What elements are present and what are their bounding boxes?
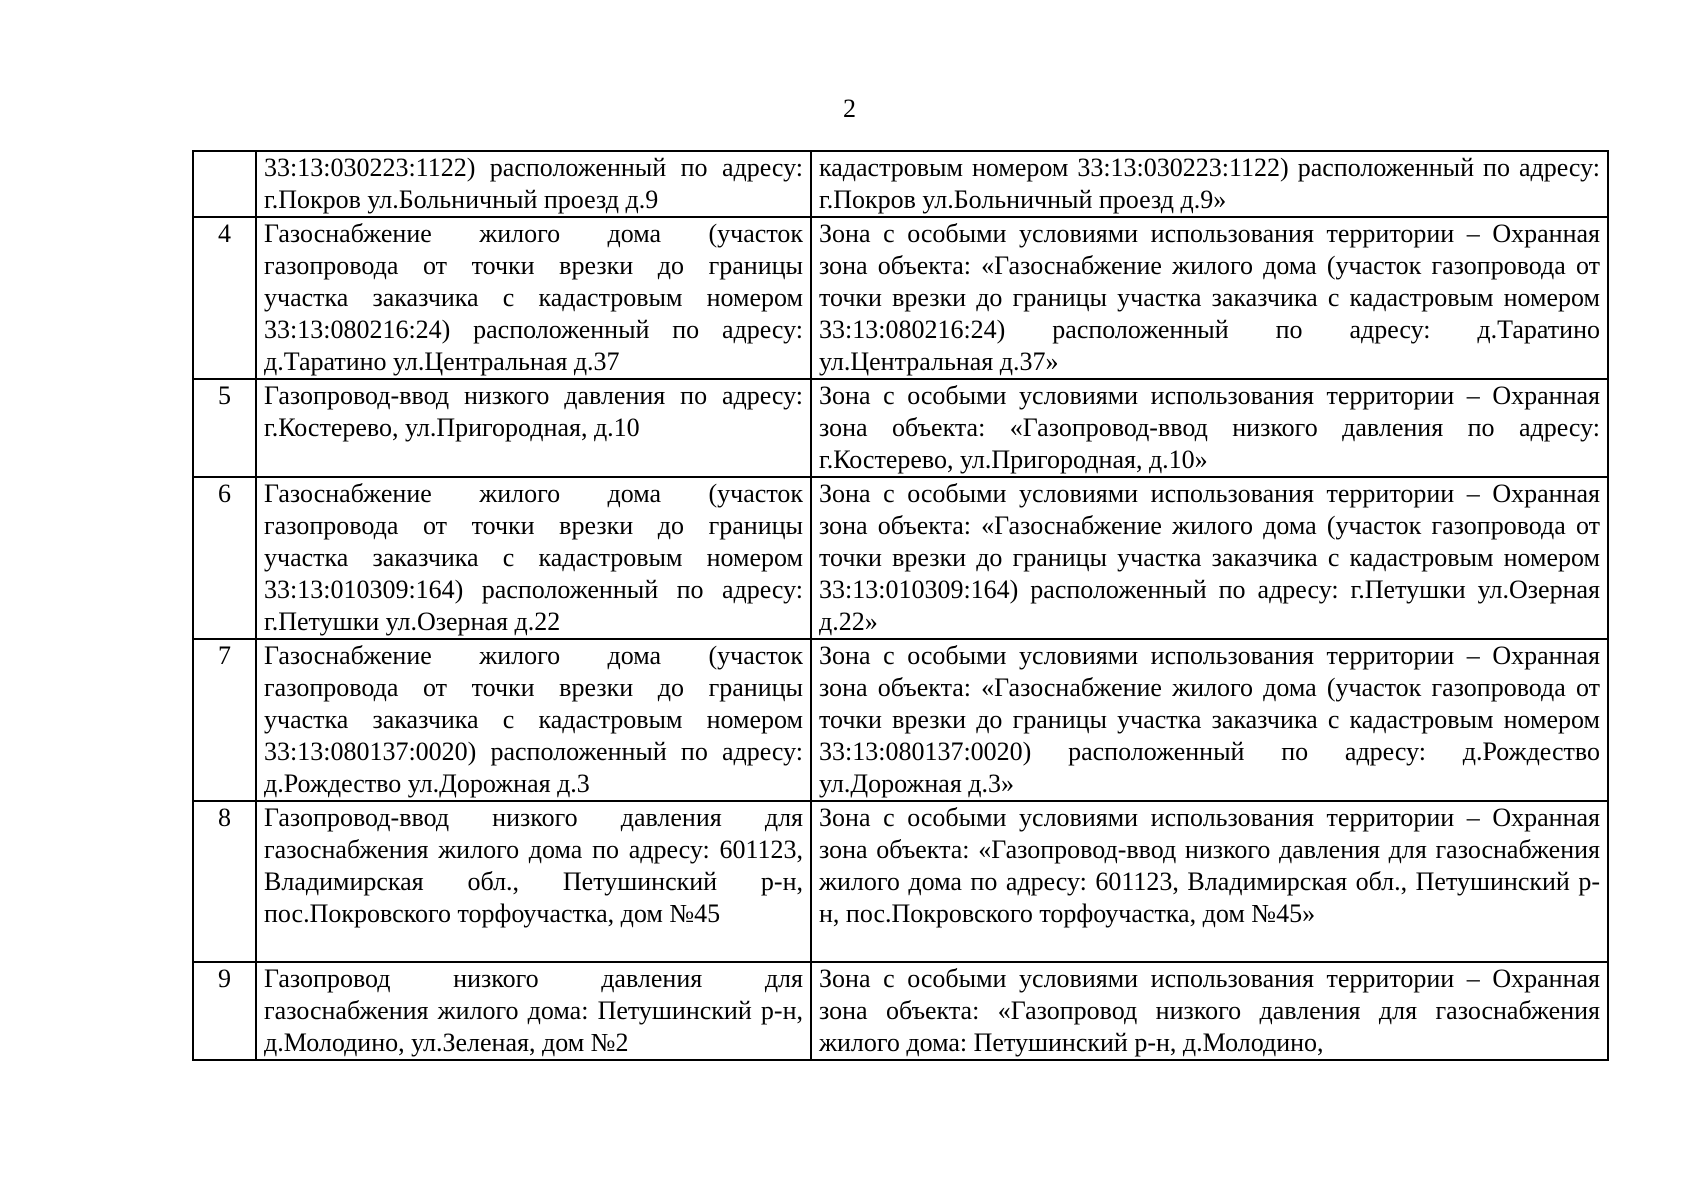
zone-cell: Зона с особыми условиями использования территории – Охранная зона объекта: «Газопровод низкого давления для газоснабжения жилого дома: Петушинский р-н, д.Молодино, — [811, 962, 1608, 1060]
table-row — [193, 801, 1608, 962]
row-number: 8 — [193, 801, 256, 962]
zone-cell: Зона с особыми условиями использования территории – Охранная зона объекта: «Газоснабжение жилого дома (участок газопровода от точки врезки до границы участка заказчика с кадастровым номером 33:13:010309:164) расположенный по адресу: г.Петушки ул.Озерная д.22» — [811, 477, 1608, 639]
zone-cell: Зона с особыми условиями использования территории – Охранная зона объекта: «Газоснабжение жилого дома (участок газопровода от точки врезки до границы участка заказчика с кадастровым номером 33:13:080216:24) расположенный по адресу: д.Таратино ул.Центральная д.37» — [811, 217, 1608, 379]
row-number: 6 — [193, 477, 256, 639]
table-row — [193, 962, 1608, 1060]
object-cell: Газопровод низкого давления для газоснабжения жилого дома: Петушинский р-н, д.Молодино, ул.Зеленая, дом №2 — [256, 962, 811, 1060]
row-number: 4 — [193, 217, 256, 379]
row-number: 5 — [193, 379, 256, 477]
table-row — [193, 151, 1608, 217]
table-row — [193, 477, 1608, 639]
object-cell: Газоснабжение жилого дома (участок газопровода от точки врезки до границы участка заказчика с кадастровым номером 33:13:080137:0020) расположенный по адресу: д.Рождество ул.Дорожная д.3 — [256, 639, 811, 801]
table-row — [193, 379, 1608, 477]
object-cell: Газоснабжение жилого дома (участок газопровода от точки врезки до границы участка заказчика с кадастровым номером 33:13:080216:24) расположенный по адресу: д.Таратино ул.Центральная д.37 — [256, 217, 811, 379]
table-row — [193, 217, 1608, 379]
row-number: 7 — [193, 639, 256, 801]
object-cell: Газоснабжение жилого дома (участок газопровода от точки врезки до границы участка заказчика с кадастровым номером 33:13:010309:164) расположенный по адресу: г.Петушки ул.Озерная д.22 — [256, 477, 811, 639]
zones-table — [192, 150, 1609, 1061]
row-number: 9 — [193, 962, 256, 1060]
object-cell: Газопровод-ввод низкого давления по адресу: г.Костерево, ул.Пригородная, д.10 — [256, 379, 811, 477]
zone-cell: Зона с особыми условиями использования территории – Охранная зона объекта: «Газопровод-ввод низкого давления для газоснабжения жилого дома по адресу: 601123, Владимирская обл., Петушинский р-н, пос.Покровского торфоучастка, дом №45» — [811, 801, 1608, 962]
zone-cell: Зона с особыми условиями использования территории – Охранная зона объекта: «Газоснабжение жилого дома (участок газопровода от точки врезки до границы участка заказчика с кадастровым номером 33:13:080137:0020) расположенный по адресу: д.Рождество ул.Дорожная д.3» — [811, 639, 1608, 801]
page-number: 2 — [843, 94, 856, 123]
object-cell: 33:13:030223:1122) расположенный по адресу: г.Покров ул.Больничный проезд д.9 — [256, 151, 811, 217]
object-cell: Газопровод-ввод низкого давления для газоснабжения жилого дома по адресу: 601123, Владимирская обл., Петушинский р-н, пос.Покровского торфоучастка, дом №45 — [256, 801, 811, 962]
table-row — [193, 639, 1608, 801]
zone-cell: кадастровым номером 33:13:030223:1122) расположенный по адресу: г.Покров ул.Больничный проезд д.9» — [811, 151, 1608, 217]
row-number — [193, 151, 256, 217]
zone-cell: Зона с особыми условиями использования территории – Охранная зона объекта: «Газопровод-ввод низкого давления по адресу: г.Костерево, ул.Пригородная, д.10» — [811, 379, 1608, 477]
